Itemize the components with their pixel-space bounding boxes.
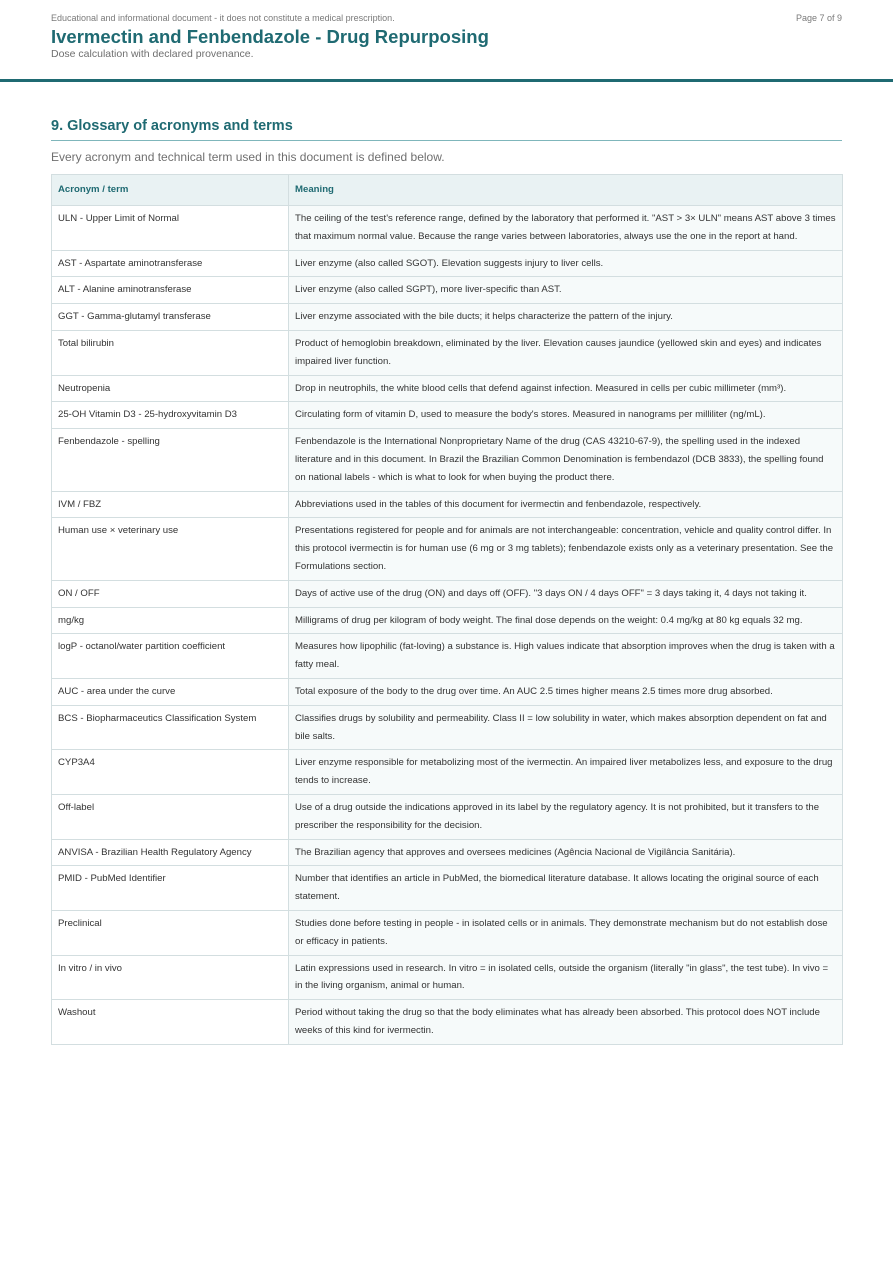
- glossary-meaning: Milligrams of drug per kilogram of body weight. The final dose depends on the weight: 0.4 mg/kg at 80 kg equals 32 mg.: [289, 607, 843, 634]
- column-header-meaning: Meaning: [289, 175, 843, 206]
- glossary-term: IVM / FBZ: [52, 491, 289, 518]
- glossary-meaning: The ceiling of the test's reference range, defined by the laboratory that performed it. "AST > 3× ULN" means AST above 3 times that maximum normal value. Because the range varies between laboratories, always use the one in the report at hand.: [289, 206, 843, 251]
- glossary-term: Washout: [52, 1000, 289, 1045]
- table-row: [52, 1000, 843, 1045]
- table-row: [52, 580, 843, 607]
- glossary-meaning: Drop in neutrophils, the white blood cells that defend against infection. Measured in cells per cubic millimeter (mm³).: [289, 375, 843, 402]
- glossary-term: ANVISA - Brazilian Health Regulatory Agency: [52, 839, 289, 866]
- table-row: [52, 491, 843, 518]
- disclaimer-text: Educational and informational document - it does not constitute a medical prescription.: [51, 13, 395, 23]
- table-row: [52, 705, 843, 750]
- glossary-body: [52, 206, 843, 1045]
- glossary-meaning: Presentations registered for people and for animals are not interchangeable: concentration, vehicle and quality control differ. In this protocol ivermectin is for human use (6 mg or 3 mg tablets); fenbendazole exists only as a veterinary presentation. See the Formulations section.: [289, 518, 843, 580]
- glossary-meaning: Use of a drug outside the indications approved in its label by the regulatory agency. It is not prohibited, but it transfers to the prescriber the responsibility for the decision.: [289, 794, 843, 839]
- glossary-term: BCS - Biopharmaceutics Classification System: [52, 705, 289, 750]
- column-header-term: Acronym / term: [52, 175, 289, 206]
- glossary-term: ALT - Alanine aminotransferase: [52, 277, 289, 304]
- glossary-term: Neutropenia: [52, 375, 289, 402]
- glossary-term: 25-OH Vitamin D3 - 25-hydroxyvitamin D3: [52, 402, 289, 429]
- table-row: [52, 518, 843, 580]
- page-header: [0, 0, 893, 82]
- glossary-meaning: Abbreviations used in the tables of this document for ivermectin and fenbendazole, respectively.: [289, 491, 843, 518]
- glossary-meaning: Days of active use of the drug (ON) and days off (OFF). "3 days ON / 4 days OFF" = 3 days taking it, 4 days not taking it.: [289, 580, 843, 607]
- glossary-term: In vitro / in vivo: [52, 955, 289, 1000]
- glossary-term: Fenbendazole - spelling: [52, 429, 289, 491]
- glossary-term: PMID - PubMed Identifier: [52, 866, 289, 911]
- section-intro: Every acronym and technical term used in this document is defined below.: [51, 150, 445, 164]
- glossary-meaning: Liver enzyme (also called SGOT). Elevation suggests injury to liver cells.: [289, 250, 843, 277]
- table-row: [52, 429, 843, 491]
- document-title: Ivermectin and Fenbendazole - Drug Repurposing: [51, 26, 489, 47]
- table-row: [52, 277, 843, 304]
- glossary-meaning: Period without taking the drug so that the body eliminates what has already been absorbed. This protocol does NOT include weeks of this kind for ivermectin.: [289, 1000, 843, 1045]
- glossary-meaning: Liver enzyme responsible for metabolizing most of the ivermectin. An impaired liver metabolizes less, and exposure to the drug tends to increase.: [289, 750, 843, 795]
- glossary-meaning: Fenbendazole is the International Nonproprietary Name of the drug (CAS 43210-67-9), the spelling used in the indexed literature and in this document. In Brazil the Brazilian Common Denomination is fembendazol (DCB 3833), the spelling found on national labels - which is what to look for when buying the product there.: [289, 429, 843, 491]
- section-title: 9. Glossary of acronyms and terms: [51, 118, 842, 141]
- glossary-term: Off-label: [52, 794, 289, 839]
- glossary-meaning: Studies done before testing in people - in isolated cells or in animals. They demonstrate mechanism but do not establish dose or efficacy in patients.: [289, 910, 843, 955]
- table-row: [52, 910, 843, 955]
- table-row: [52, 866, 843, 911]
- table-row: [52, 678, 843, 705]
- table-row: [52, 304, 843, 331]
- glossary-meaning: Number that identifies an article in PubMed, the biomedical literature database. It allows locating the original source of each statement.: [289, 866, 843, 911]
- glossary-term: AST - Aspartate aminotransferase: [52, 250, 289, 277]
- table-row: [52, 607, 843, 634]
- table-row: [52, 402, 843, 429]
- glossary-meaning: The Brazilian agency that approves and oversees medicines (Agência Nacional de Vigilância Sanitária).: [289, 839, 843, 866]
- glossary-meaning: Liver enzyme (also called SGPT), more liver-specific than AST.: [289, 277, 843, 304]
- glossary-term: AUC - area under the curve: [52, 678, 289, 705]
- glossary-term: ON / OFF: [52, 580, 289, 607]
- table-row: [52, 375, 843, 402]
- glossary-term: Human use × veterinary use: [52, 518, 289, 580]
- table-row: [52, 634, 843, 679]
- glossary-meaning: Latin expressions used in research. In vitro = in isolated cells, outside the organism (literally "in glass", the test tube). In vivo = in the living organism, animal or human.: [289, 955, 843, 1000]
- table-row: [52, 839, 843, 866]
- table-row: [52, 955, 843, 1000]
- glossary-term: GGT - Gamma-glutamyl transferase: [52, 304, 289, 331]
- document-subtitle: Dose calculation with declared provenance.: [51, 48, 254, 60]
- table-row: [52, 750, 843, 795]
- table-row: [52, 330, 843, 375]
- glossary-meaning: Liver enzyme associated with the bile ducts; it helps characterize the pattern of the injury.: [289, 304, 843, 331]
- glossary-meaning: Measures how lipophilic (fat-loving) a substance is. High values indicate that absorption improves when the drug is taken with a fatty meal.: [289, 634, 843, 679]
- glossary-term: mg/kg: [52, 607, 289, 634]
- glossary-term: CYP3A4: [52, 750, 289, 795]
- glossary-term: Total bilirubin: [52, 330, 289, 375]
- table-row: [52, 250, 843, 277]
- table-header-row: [52, 175, 843, 206]
- table-row: [52, 794, 843, 839]
- glossary-meaning: Product of hemoglobin breakdown, eliminated by the liver. Elevation causes jaundice (yellowed skin and eyes) and indicates impaired liver function.: [289, 330, 843, 375]
- page-number: Page 7 of 9: [795, 13, 842, 23]
- glossary-meaning: Total exposure of the body to the drug over time. An AUC 2.5 times higher means 2.5 times more drug absorbed.: [289, 678, 843, 705]
- glossary-term: logP - octanol/water partition coefficient: [52, 634, 289, 679]
- glossary-term: Preclinical: [52, 910, 289, 955]
- glossary-meaning: Circulating form of vitamin D, used to measure the body's stores. Measured in nanograms per milliliter (ng/mL).: [289, 402, 843, 429]
- glossary-table: [51, 174, 843, 1045]
- glossary-term: ULN - Upper Limit of Normal: [52, 206, 289, 251]
- table-row: [52, 206, 843, 251]
- glossary-meaning: Classifies drugs by solubility and permeability. Class II = low solubility in water, which makes absorption dependent on fat and bile salts.: [289, 705, 843, 750]
